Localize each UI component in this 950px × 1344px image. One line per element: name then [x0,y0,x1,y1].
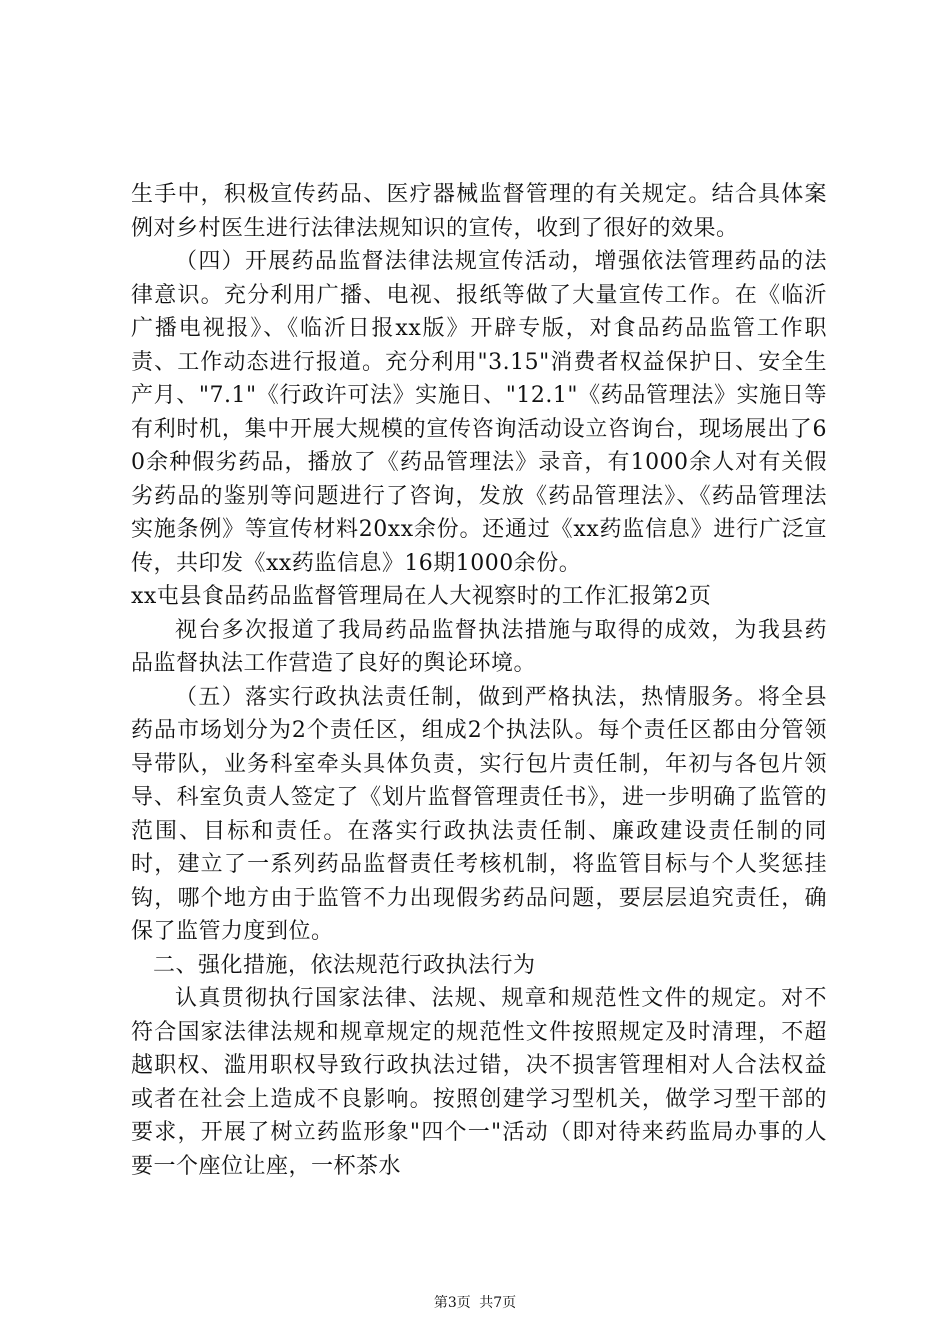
section-heading-two: 二、强化措施，依法规范行政执法行为 [153,952,536,978]
paragraph-tv-report: 视台多次报道了我局药品监督执法措施与取得的成效，为我县药品监督执法工作营造了良好的舆论环境。 [131,617,827,676]
page-footer [0,1292,950,1312]
paragraph-continuation: 生手中，积极宣传药品、医疗器械监督管理的有关规定。结合具体案例对乡村医生进行法律法规知识的宣传，收到了很好的效果。 [131,182,827,241]
page-number: 第3页 [433,1295,471,1311]
document-body [131,178,827,1183]
running-title-line: xx屯县食品药品监督管理局在人大视察时的工作汇报第2页 [131,584,712,609]
page-total: 共7页 [479,1295,517,1311]
paragraph-enforcement: 认真贯彻执行国家法律、法规、规章和规范性文件的规定。对不符合国家法律法规和规章规定的规范性文件按照规定及时清理，不超越职权、滥用职权导致行政执法过错，决不损害管理相对人合法权益或者在社会上造成不良影响。按照创建学习型机关，做学习型干部的要求，开展了树立药监形象"四个一"活动（即对待来药监局办事的人要一个座位让座，一杯茶水 [131,986,827,1179]
paragraph-section-five: （五）落实行政执法责任制，做到严格执法，热情服务。将全县药品市场划分为2个责任区，组成2个执法队。每个责任区都由分管领导带队，业务科室牵头具体负责，实行包片责任制，年初与各包片领导、科室负责人签定了《划片监督管理责任书》，进一步明确了监管的范围、目标和责任。在落实行政执法责任制、廉政建设责任制的同时，建立了一系列药品监督责任考核机制，将监管目标与个人奖惩挂钩，哪个地方由于监管不力出现假劣药品问题，要层层追究责任，确保了监管力度到位。 [131,684,827,944]
paragraph-section-four: （四）开展药品监督法律法规宣传活动，增强依法管理药品的法律意识。充分利用广播、电视、报纸等做了大量宣传工作。在《临沂广播电视报》、《临沂日报xx版》开辟专版，对食品药品监管工作职责、工作动态进行报道。充分利用"3.15"消费者权益保护日、安全生产月、"7.1"《行政许可法》实施日、"12.1"《药品管理法》实施日等有利时机，集中开展大规模的宣传咨询活动设立咨询台，现场展出了60余种假劣药品，播放了《药品管理法》录音，有1000余人对有关假劣药品的鉴别等问题进行了咨询，发放《药品管理法》、《药品管理法实施条例》等宣传材料20xx余份。还通过《xx药监信息》进行广泛宣传，共印发《xx药监信息》16期1000余份。 [131,249,827,576]
